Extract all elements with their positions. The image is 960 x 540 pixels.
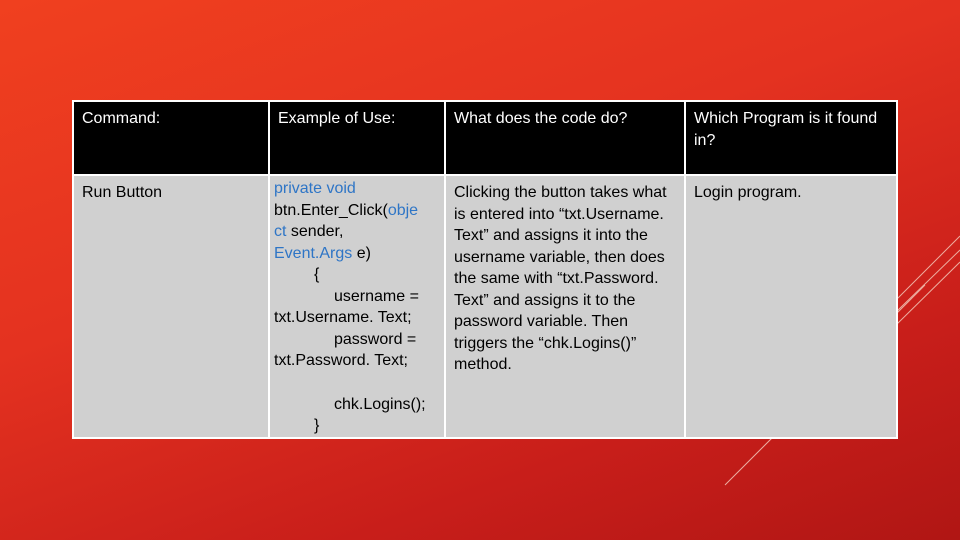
code-keyword: private void xyxy=(274,180,356,197)
commands-table xyxy=(72,100,898,439)
header-command: Command: xyxy=(73,101,269,175)
table-header-row xyxy=(73,101,897,175)
cell-program: Login program. xyxy=(685,175,897,438)
header-what-it-does: What does the code do? xyxy=(445,101,685,175)
header-example: Example of Use: xyxy=(269,101,445,175)
cell-command: Run Button xyxy=(73,175,269,438)
table-row xyxy=(73,175,897,438)
cell-description: Clicking the button takes what is entered into “txt.Username. Text” and assigns it into the username variable, then does the same with “txt.Password. Text” and assigns it to the password variable. Then triggers the “chk.Logins()” method. xyxy=(445,175,685,438)
header-program: Which Program is it found in? xyxy=(685,101,897,175)
cell-example-code: private void btn.Enter_Click(obje ct sender, Event.Args e) { username = txt.Username. Text; password = txt.Password. Text; chk.Logins(); } xyxy=(269,175,445,438)
